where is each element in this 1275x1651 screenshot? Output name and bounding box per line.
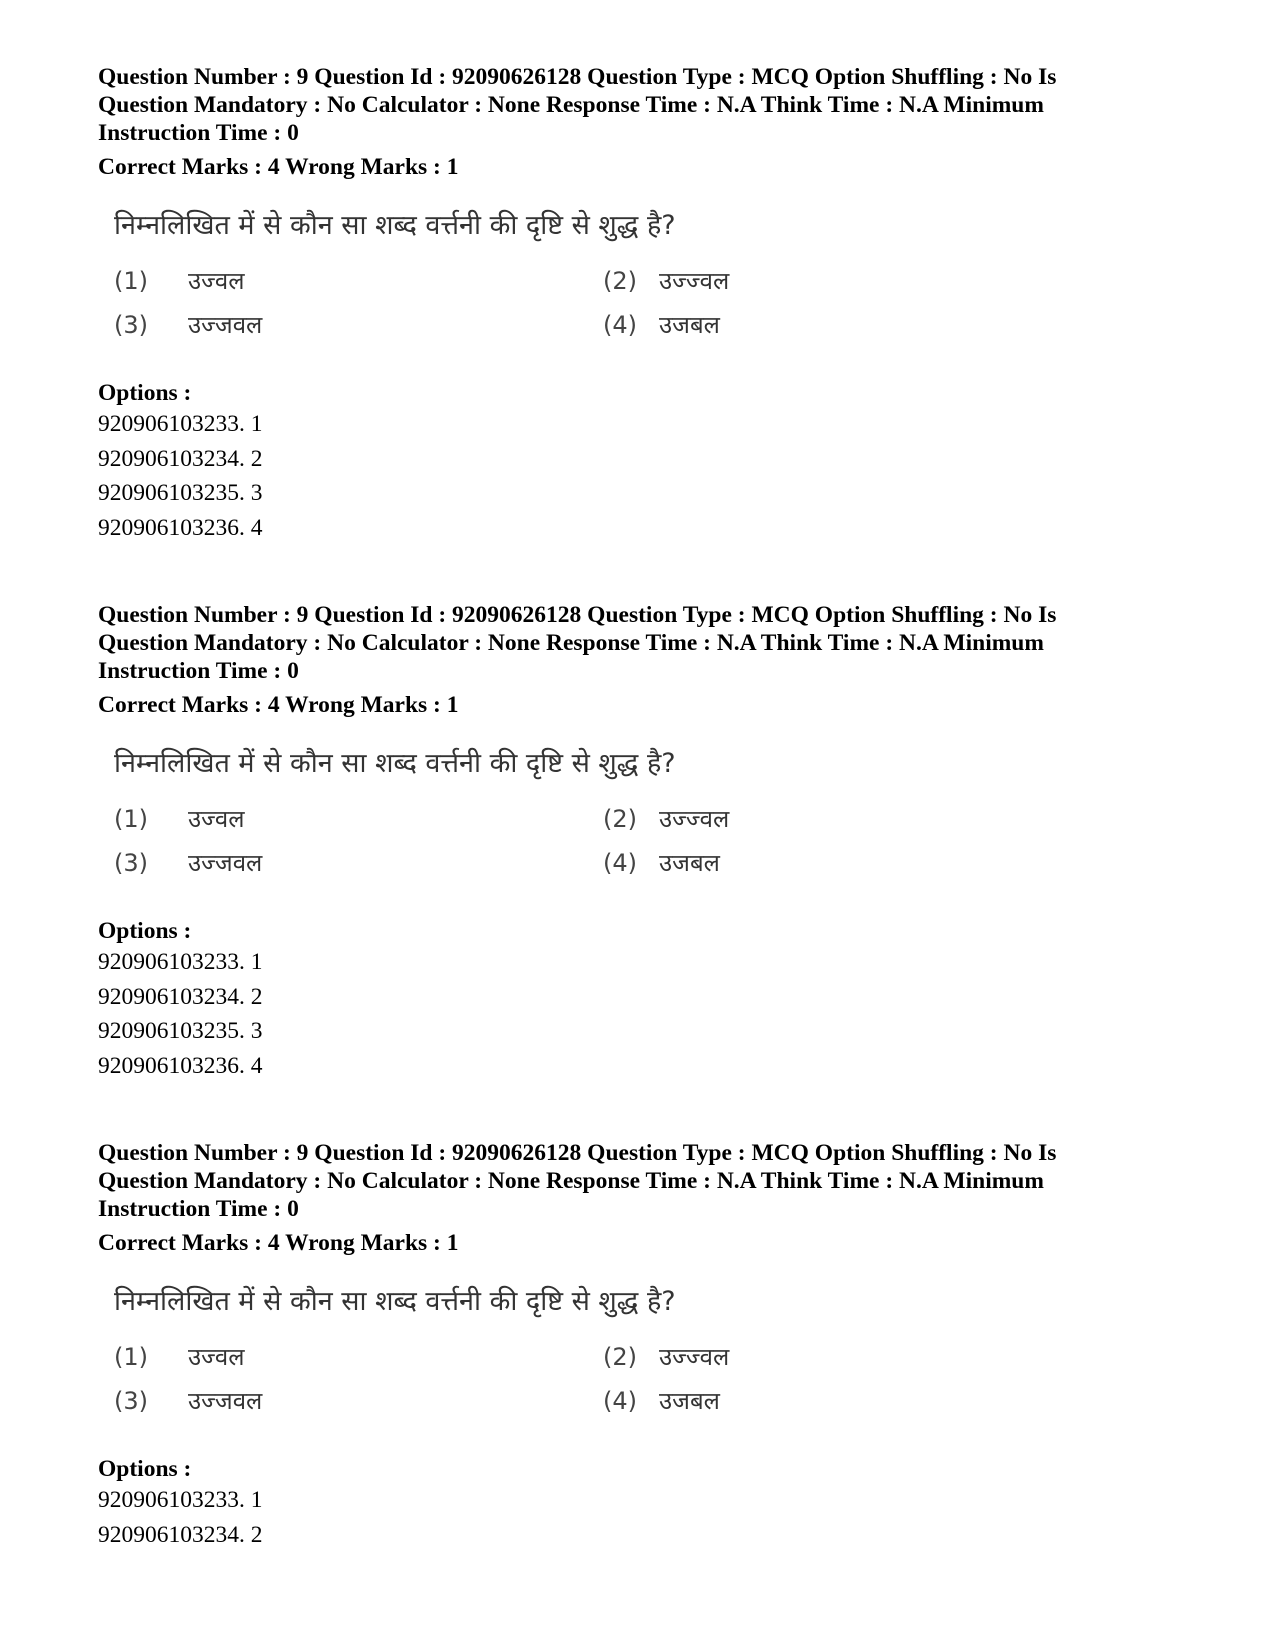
choice-number: (1) bbox=[114, 1343, 148, 1371]
choice-3 bbox=[114, 1386, 262, 1416]
choice-text: उज्जवल bbox=[188, 849, 263, 877]
question-text: निम्नलिखित में से कौन सा शब्द वर्त्तनी की दृष्टि से शुद्ध है? bbox=[114, 748, 676, 779]
choice-text: उज्ज्वल bbox=[659, 805, 730, 833]
choice-text: उज्वल bbox=[188, 805, 245, 833]
choice-4 bbox=[603, 310, 720, 340]
choice-text: उज्जवल bbox=[188, 1387, 263, 1415]
choice-number: (2) bbox=[603, 267, 637, 295]
option-line: 920906103234. 2 bbox=[98, 445, 263, 472]
options-heading: Options : bbox=[98, 918, 192, 944]
choice-text: उजबल bbox=[659, 849, 720, 877]
choice-text: उज्ज्वल bbox=[659, 267, 730, 295]
choice-1 bbox=[114, 804, 245, 834]
question-image bbox=[98, 729, 1178, 879]
choice-4 bbox=[603, 1386, 720, 1416]
question-image bbox=[98, 191, 1178, 341]
question-text: निम्नलिखित में से कौन सा शब्द वर्त्तनी की दृष्टि से शुद्ध है? bbox=[114, 1286, 676, 1317]
choice-text: उज्ज्वल bbox=[659, 1343, 730, 1371]
meta-line: Question Number : 9 Question Id : 92090626128 Question Type : MCQ Option Shuffling : No Is bbox=[98, 602, 1057, 628]
choice-4 bbox=[603, 848, 720, 878]
choice-2 bbox=[603, 804, 729, 834]
option-line: 920906103233. 1 bbox=[98, 411, 263, 437]
marks-line: Correct Marks : 4 Wrong Marks : 1 bbox=[98, 154, 459, 180]
question-block bbox=[98, 601, 1178, 1083]
option-line: 920906103235. 3 bbox=[98, 480, 263, 506]
choice-3 bbox=[114, 848, 262, 878]
option-line: 920906103235. 3 bbox=[98, 1018, 263, 1044]
choice-text: उज्वल bbox=[188, 267, 245, 295]
question-image bbox=[98, 1267, 1178, 1417]
question-meta bbox=[98, 63, 1178, 147]
choice-number: (4) bbox=[603, 849, 637, 877]
choice-number: (3) bbox=[114, 849, 148, 877]
option-line: 920906103234. 2 bbox=[98, 983, 263, 1010]
question-block bbox=[98, 1139, 1178, 1552]
choice-1 bbox=[114, 266, 245, 296]
marks-line: Correct Marks : 4 Wrong Marks : 1 bbox=[98, 1230, 459, 1256]
choice-number: (1) bbox=[114, 267, 148, 295]
choice-text: उजबल bbox=[659, 1387, 720, 1415]
choice-2 bbox=[603, 266, 729, 296]
options-heading: Options : bbox=[98, 1456, 192, 1482]
choice-number: (2) bbox=[603, 805, 637, 833]
choice-1 bbox=[114, 1342, 245, 1372]
choice-number: (4) bbox=[603, 311, 637, 339]
question-text: निम्नलिखित में से कौन सा शब्द वर्त्तनी की दृष्टि से शुद्ध है? bbox=[114, 210, 676, 241]
choice-number: (2) bbox=[603, 1343, 637, 1371]
choice-text: उज्जवल bbox=[188, 311, 263, 339]
question-block bbox=[98, 63, 1178, 545]
marks-line: Correct Marks : 4 Wrong Marks : 1 bbox=[98, 692, 459, 718]
choice-number: (3) bbox=[114, 311, 148, 339]
meta-line: Instruction Time : 0 bbox=[98, 658, 299, 684]
option-line: 920906103236. 4 bbox=[98, 514, 263, 541]
choice-number: (3) bbox=[114, 1387, 148, 1415]
meta-line: Question Mandatory : No Calculator : None Response Time : N.A Think Time : N.A Minimum bbox=[98, 92, 1044, 118]
option-line: 920906103233. 1 bbox=[98, 949, 263, 975]
meta-line: Question Mandatory : No Calculator : None Response Time : N.A Think Time : N.A Minimum bbox=[98, 630, 1044, 656]
meta-line: Question Number : 9 Question Id : 92090626128 Question Type : MCQ Option Shuffling : No Is bbox=[98, 1140, 1057, 1166]
choice-text: उजबल bbox=[659, 311, 720, 339]
choice-2 bbox=[603, 1342, 729, 1372]
option-line: 920906103236. 4 bbox=[98, 1052, 263, 1079]
question-meta bbox=[98, 601, 1178, 685]
question-meta bbox=[98, 1139, 1178, 1223]
choice-number: (4) bbox=[603, 1387, 637, 1415]
option-line: 920906103234. 2 bbox=[98, 1521, 263, 1548]
choice-3 bbox=[114, 310, 262, 340]
choice-text: उज्वल bbox=[188, 1343, 245, 1371]
choice-number: (1) bbox=[114, 805, 148, 833]
meta-line: Instruction Time : 0 bbox=[98, 120, 299, 146]
meta-line: Instruction Time : 0 bbox=[98, 1196, 299, 1222]
meta-line: Question Number : 9 Question Id : 92090626128 Question Type : MCQ Option Shuffling : No Is bbox=[98, 64, 1057, 90]
option-line: 920906103233. 1 bbox=[98, 1487, 263, 1513]
meta-line: Question Mandatory : No Calculator : None Response Time : N.A Think Time : N.A Minimum bbox=[98, 1168, 1044, 1194]
options-heading: Options : bbox=[98, 380, 192, 406]
